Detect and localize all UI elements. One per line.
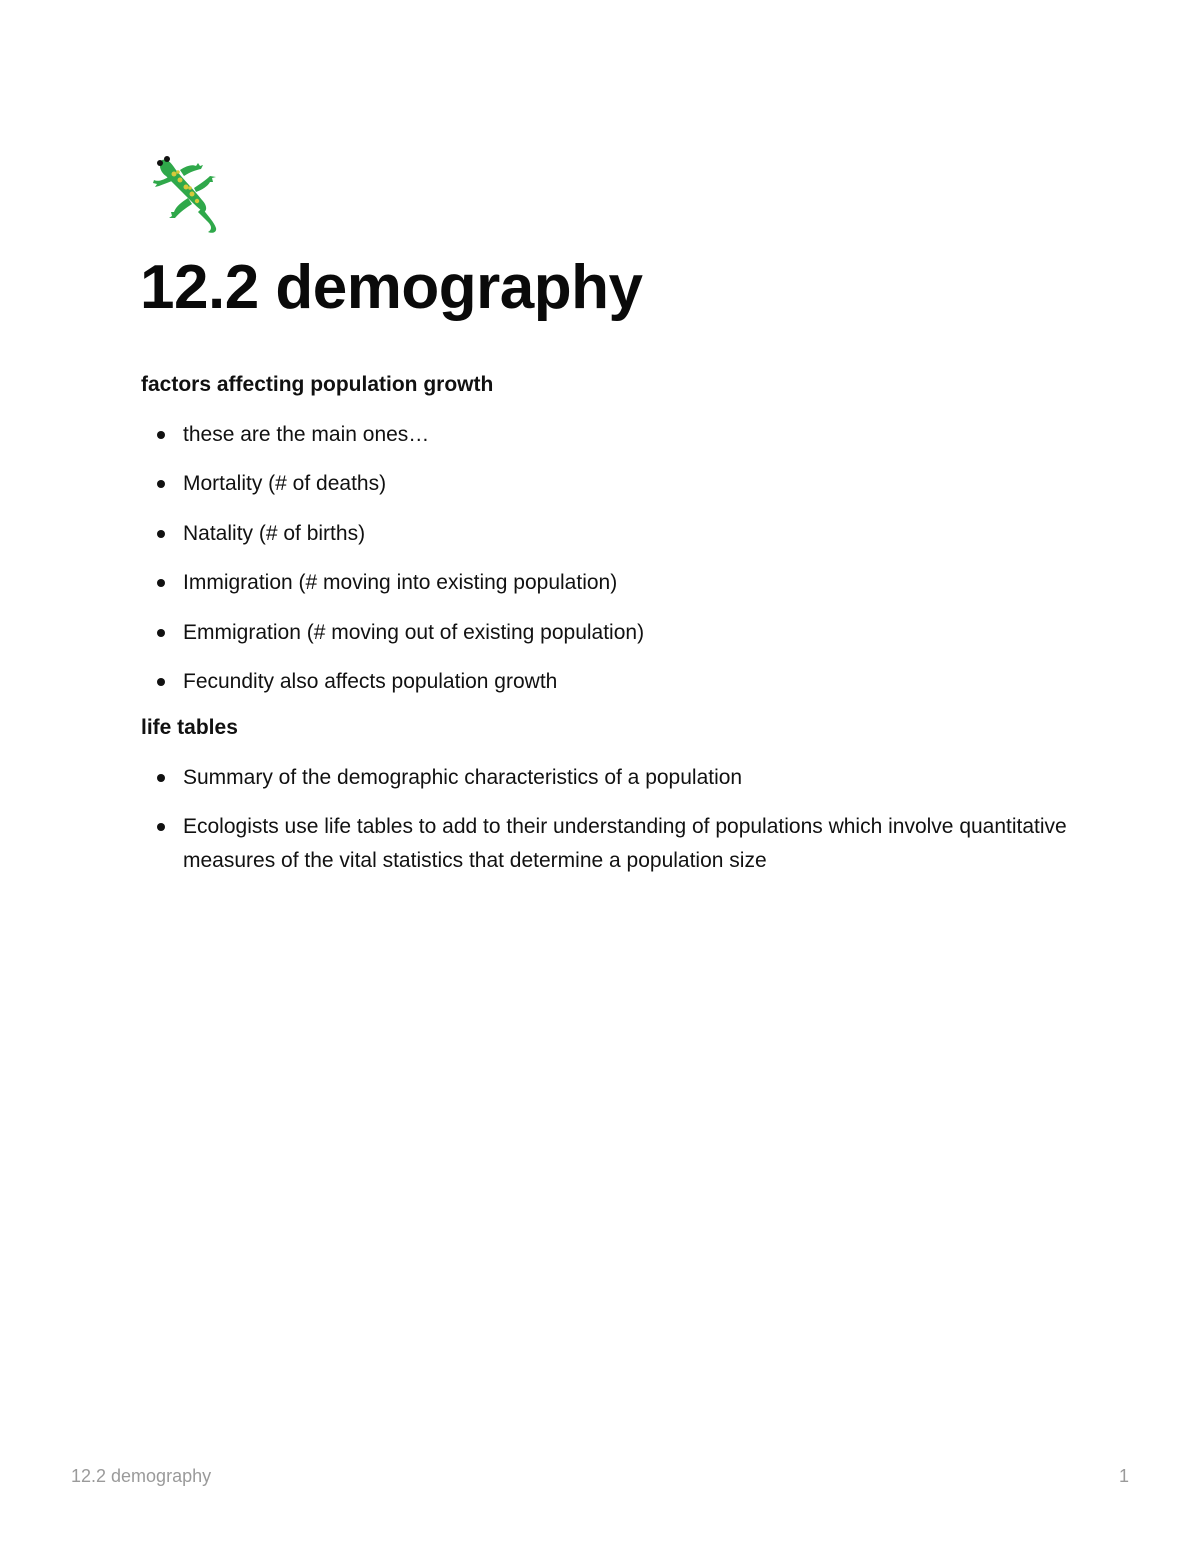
list-item: Summary of the demographic characteristics of a population [141,761,1081,795]
list-item: Natality (# of births) [141,517,1081,551]
section-heading-factors: factors affecting population growth [141,373,494,396]
page-title: 12.2 demography [140,253,643,322]
bulleted-list-life-tables [141,761,1081,879]
footer-page-number: 1 [1118,1466,1129,1486]
lizard-icon [150,150,226,236]
list-item: Ecologists use life tables to add to their understanding of populations which involve quantitative measures of the vital statistics that determine a population size [141,810,1081,878]
section-heading-life-tables: life tables [141,716,238,739]
list-item: Mortality (# of deaths) [141,467,1081,501]
list-item: Immigration (# moving into existing population) [141,566,1081,600]
footer-title: 12.2 demography [71,1466,212,1486]
list-item: Fecundity also affects population growth [141,665,1081,699]
bulleted-list-factors [141,418,1081,700]
page-content [141,368,1081,878]
list-item: Emmigration (# moving out of existing population) [141,616,1081,650]
list-item: these are the main ones… [141,418,1081,452]
